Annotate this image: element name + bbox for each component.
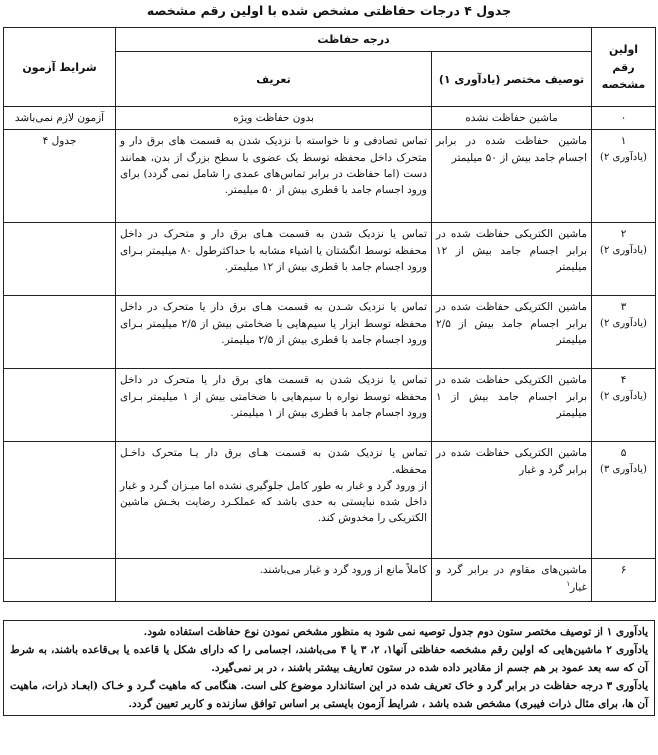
table-row [4, 130, 656, 223]
test-cell [4, 369, 116, 442]
header-test-conditions: شرایط آزمون [4, 28, 116, 107]
table-caption: جدول ۴ درجات حفاظتی مشخص شده با اولین رقم مشخصه [146, 3, 512, 18]
notes-section [3, 620, 655, 716]
table-row [4, 223, 656, 296]
definition-cell: کاملاً مانع از ورود گرد و غبار می‌باشند. [116, 559, 432, 602]
test-cell [4, 442, 116, 559]
header-protection-degree: درجه حفاظت [116, 28, 592, 52]
short-description-cell: ماشین حفاظت شده در برابر اجسام جامد بیش از ۵۰ میلیمتر [432, 130, 592, 223]
table-row [4, 442, 656, 559]
header-row-1 [4, 28, 656, 52]
short-description-cell: ماشین حفاظت نشده [432, 107, 592, 130]
test-cell: جدول ۴ [4, 130, 116, 223]
table-row [4, 369, 656, 442]
table-row [4, 107, 656, 130]
digit-cell: ۰ [592, 107, 656, 130]
short-description-cell: ماشین الکتریکی حفاظت شده در برابر اجسام جامد بیش از ۱۲ میلیمتر [432, 223, 592, 296]
table-row [4, 559, 656, 602]
digit-cell: ۱ (یادآوری ۲) [592, 130, 656, 223]
header-definition: تعریف [116, 52, 432, 107]
test-cell: آزمون لازم نمی‌باشد [4, 107, 116, 130]
note-2: یادآوری ۲ ماشین‌هایی که اولین رقم مشخصه حفاظتی آنها۱، ۲، ۳ یا ۴ می‌باشند، اجسامی را که دارای شکل یا قاعده یا بی‌قاعده باشند، به شرط آن که سه بعد عمود بر هم جسم از مقادیر داده شده در ستون تعاریف بیشتر باشند ، در بر نمی‌گیرد. [10, 644, 649, 675]
note-1: یادآوری ۱ از توصیف مختصر ستون دوم جدول توصیه نمی شود به منظور مشخص نمودن نوع حفاظت استفاده شود. [143, 626, 648, 638]
definition-cell: تماس یا نزدیک شدن به قسمت های برق دار یا متحرک در داخل محفظه توسط نواره با سیم‌هایی با ضخامتی بیش از ۱ میلیمتر بـرای ورود اجسام جامد با قطری بیش از ۱ میلیمتر. [116, 369, 432, 442]
header-short-description: توصیف مختصر (یادآوری ۱) [432, 52, 592, 107]
definition-cell: تماس تصادفی و نا خواسته با نزدیک شدن به قسمت های برق دار و متحرک داخل محفظه توسط یک عضوی با سطح بزرگ از بدن، همانند دست (اما حفاظت در برابر تماس‌های عمدی را شامل نمی گردد) برای ورود اجسام جامد با قطری بیش از ۵۰ میلیمتر. [116, 130, 432, 223]
definition-cell: بدون حفاظت ویژه [116, 107, 432, 130]
short-description-cell: ماشین الکتریکی حفاظت شده در برابر اجسام جامد بیش از ۱ میلیمتر [432, 369, 592, 442]
note-3: یادآوری ۳ درجه حفاظت در برابر گرد و خاک تعریف شده در این استاندارد موضوع کلی است. هنگامی که ماهیت گـرد و خـاک (ابعـاد ذرات، ماهیت آن ها، برای مثال ذرات فیبری) مشخص شده باشد ، شرایط آزمون بایستی بر اساس توافق سازنده و کاربر تعیین گردد. [10, 680, 648, 711]
digit-cell: ۵ (یادآوری ۳) [592, 442, 656, 559]
protection-degree-table [3, 27, 656, 602]
short-description-cell: ماشین الکتریکی حفاظت شده در برابر اجسام جامد بیش از ۲/۵ میلیمتر [432, 296, 592, 369]
test-cell [4, 559, 116, 602]
header-first-digit: اولین رقم مشخصه [592, 28, 656, 107]
test-cell [4, 223, 116, 296]
definition-cell: تماس یا نزدیک شـدن به قسمت هـای برق دار یا متحرک در داخل محفظه توسط ابزار یا سیم‌هایی با ضخامتی بیش از ۲/۵ میلیمتر بـرای ورود اجسام جامد با قطری بیش از ۲/۵ میلیمتر. [116, 296, 432, 369]
digit-cell: ۶ [592, 559, 656, 602]
definition-cell: تماس یا نزدیک شدن به قسمت هـای برق دار و متحرک در داخل محفظه توسط انگشتان یا اشیاء مشابه با حداکثرطول ۸۰ میلیمتر بـرای ورود اجسام جامد با قطری بیش از ۱۲ میلیمتر. [116, 223, 432, 296]
digit-cell: ۲ (یادآوری ۲) [592, 223, 656, 296]
digit-cell: ۴ (یادآوری ۲) [592, 369, 656, 442]
short-description-cell: ماشین الکتریکی حفاظت شده در برابر گرد و غبار [432, 442, 592, 559]
definition-cell: تماس یا نزدیک شدن به قسمت هـای برق دار یـا متحرک داخـل محفظه. از ورود گرد و غبار به طور کامل جلوگیری نشده اما میـزان گـرد و غبار داخل شده نبایستی به حدی باشد که عملکـرد رضایت بخـش ماشین الکتریکی را مخدوش کند. [116, 442, 432, 559]
short-description-cell: ماشین‌های مقاوم در برابر گرد و غبار$^۱$ [432, 559, 592, 602]
test-cell [4, 296, 116, 369]
digit-cell: ۳ (یادآوری ۲) [592, 296, 656, 369]
table-row [4, 296, 656, 369]
